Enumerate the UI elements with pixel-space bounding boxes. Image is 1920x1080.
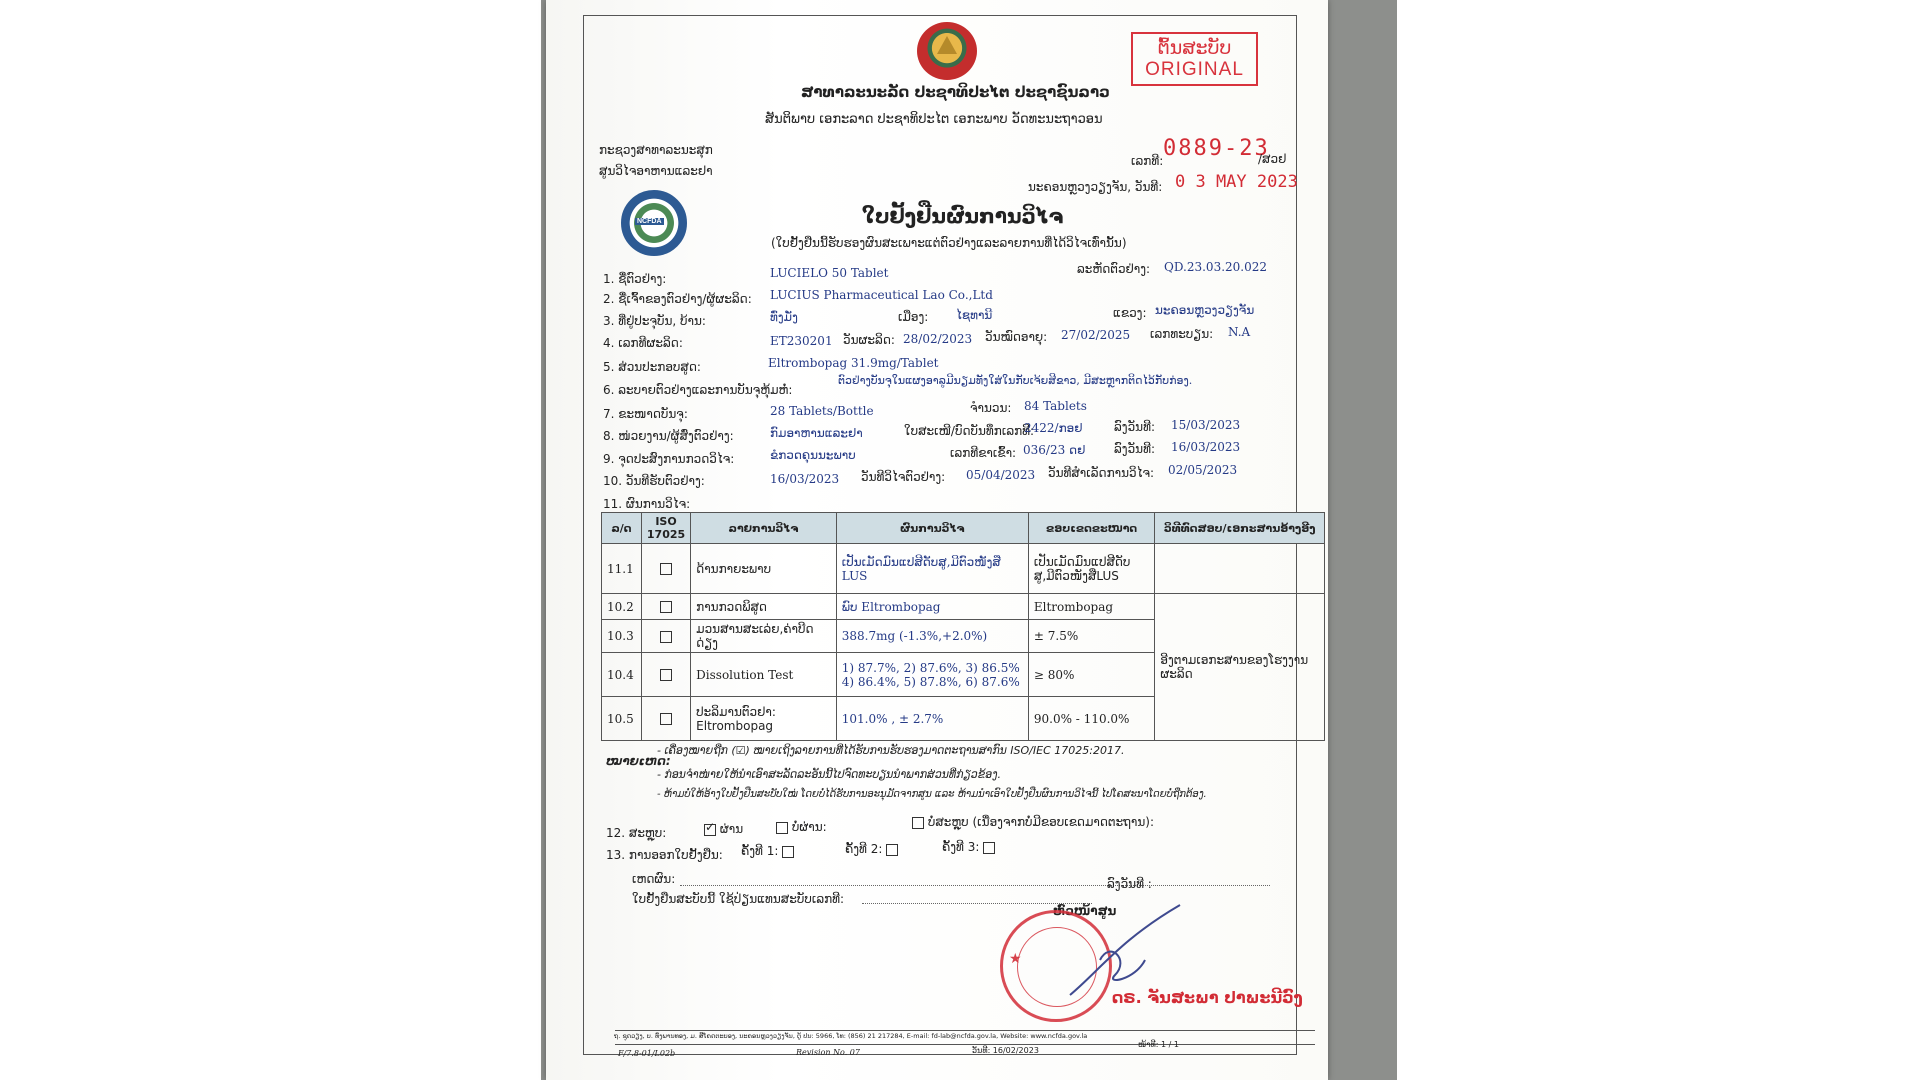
pass-checkbox	[704, 824, 716, 836]
footer-divider-2	[615, 1044, 1315, 1045]
packaging-value: ຕົວຢ່າງບັນຈຸໃນແຜງອາລູມີນຽມທັງໃສ່ໃນກັບເຈ້ຍສີຂາວ, ມີສະຫຼາກຕິດໄວ້ກັບກ່ອງ.	[838, 374, 1193, 387]
exp-date-value: 27/02/2025	[1061, 328, 1131, 342]
country-line: ສາທາລະນະລັດ ປະຊາທິປະໄຕ ປະຊາຊົນລາວ	[801, 83, 1110, 101]
batch-value: ET230201	[770, 334, 833, 348]
conclusion-inconclusive	[912, 815, 1154, 829]
footer-divider	[615, 1030, 1315, 1031]
center-name: ສູນວິໄຈອາຫານແລະຢາ	[599, 164, 713, 178]
reg-label: ເລກທະບຽນ:	[1150, 327, 1214, 341]
composition-label: 5. ສ່ວນປະກອບສູດ:	[603, 360, 701, 374]
fail-checkbox	[776, 822, 788, 834]
row-no: 11.1	[602, 544, 642, 594]
sample-name-value: LUCIELO 50 Tablet	[770, 266, 889, 280]
ministry-name: ກະຊວງສາທາລະນະສຸກ	[599, 143, 713, 157]
sample-code-label: ລະຫັດຕົວຢ່າງ:	[1077, 262, 1151, 276]
table-header-row	[602, 513, 1325, 544]
ncfda-logo-text: NCFDA	[637, 218, 662, 225]
sample-name-label: 1. ຊື່ຕົວຢ່າງ:	[603, 272, 667, 286]
sender-value: ກົມອາຫານແລະຢາ	[770, 426, 863, 440]
row-spec: Eltrombopag	[1028, 594, 1154, 620]
reason-line	[680, 872, 1270, 886]
sample-code-value: QD.23.03.20.022	[1164, 260, 1268, 274]
pack-size-label: 7. ຂະໜາດບັນຈຸ:	[603, 407, 688, 421]
row-item: ມວນສານສະເລ່ຍ,ຄ່າບີດດ່ຽງ	[691, 620, 837, 653]
row-item: ປະລິມານຕົວຢາ: Eltrombopag	[691, 697, 837, 741]
iso-checkbox	[660, 563, 672, 575]
purpose-label: 9. ຈຸດປະສົງການກວດວິໄຈ:	[603, 452, 735, 466]
issue-time-1	[741, 844, 794, 858]
row-item: Dissolution Test	[691, 653, 837, 697]
signature-title: ຫົວໜ້າສູນ	[1053, 904, 1117, 918]
signatory-name: ດຣ. ຈັນສະພາ ປາພະນີວົງ	[1112, 988, 1303, 1007]
row-result: 1) 87.7%, 2) 87.6%, 3) 86.5% 4) 86.4%, 5) 87.8%, 6) 87.6%	[836, 653, 1028, 697]
composition-value: Eltrombopag 31.9mg/Tablet	[768, 356, 939, 370]
form-code: F/7.8-01/L02b	[618, 1049, 676, 1058]
quantity-label: ຈຳນວນ:	[970, 401, 1012, 415]
issue-3-checkbox	[983, 842, 995, 854]
row-no: 10.5	[602, 697, 642, 741]
replace-line	[862, 890, 1092, 904]
sender-label: 8. ໜ່ວຍງານ/ຜູ້ສົ່ງຕົວຢ່າງ:	[603, 429, 734, 443]
row-result: 388.7mg (-1.3%,+2.0%)	[836, 620, 1028, 653]
purpose-value: ຂໍກວດຄຸນນະພາບ	[770, 448, 856, 462]
col-header-spec: ຂອບເຂດຂະໜາດ	[1028, 513, 1154, 544]
row-item: ການກວດພິສູດ	[691, 594, 837, 620]
mfg-date-value: 28/02/2023	[903, 332, 973, 346]
row-result: ເປັນເມັດມົນແປສີດັບສູ,ມີຕົວໜັງສື LUS	[836, 544, 1028, 594]
notes-label: ໝາຍເຫດ:	[606, 754, 671, 768]
row-no: 10.3	[602, 620, 642, 653]
footer-address: ຖ. ຊຸດວຽງ, ບ. ທົ່ງພານທອງ, ມ. ສີໂຄດຕະບອງ, ນະຄອນຫຼວງວຽງຈັນ, ຕູ້ ປນ: 5966, ໂທ: (856) 21 217284, E-mail: fd-lab@ncfda.gov.la, Website: www.ncfda.gov.la	[614, 1032, 1088, 1040]
received-date-value: 16/03/2023	[770, 472, 840, 486]
district-value: ໄຊທານີ	[956, 308, 993, 322]
col-header-item: ລາຍການວິໄຈ	[691, 513, 837, 544]
original-stamp	[1131, 32, 1258, 86]
row-no: 10.2	[602, 594, 642, 620]
province-label: ແຂວງ:	[1113, 306, 1147, 320]
col-header-result: ຜົນການວິໄຈ	[836, 513, 1028, 544]
inconclusive-label: ບໍ່ສະຫຼຸບ (ເນື່ອງຈາກບໍ່ມີຂອບເຂດມາດຕະຖານ):	[927, 815, 1155, 829]
row-no: 10.4	[602, 653, 642, 697]
results-table	[601, 512, 1325, 741]
issue-time-3	[942, 840, 995, 854]
doc-number-suffix: /ສວຢ	[1258, 152, 1287, 166]
issue-time-2	[845, 842, 898, 856]
row-spec: 90.0% - 110.0%	[1028, 697, 1154, 741]
receipt-value: 036/23 ດຢ	[1023, 443, 1086, 457]
dated-label: ລົງວັນທີ :	[1107, 877, 1152, 891]
document-title: ໃບຢັ້ງຢືນຜົນການວິໄຈ	[862, 204, 1064, 228]
page-number: ໜ້າທີ: 1 / 1	[1138, 1040, 1179, 1049]
request-date-label: ລົງວັນທີ:	[1114, 420, 1155, 434]
completion-date-value: 02/05/2023	[1168, 463, 1238, 477]
receipt-date-label: ລົງວັນທີ:	[1114, 442, 1155, 456]
method-reference: ອີງຕາມເອກະສານຂອງໂຮງງານຜະລິດ	[1155, 594, 1325, 741]
fail-label: ບໍ່ຜ່ານ:	[791, 820, 827, 834]
reason-label: ເຫດຜົນ:	[632, 872, 676, 886]
issue-label: 13. ການອອກໃບຢັ້ງຢືນ:	[606, 848, 723, 862]
issue-time-2-label: ຄັ້ງທີ 2:	[845, 842, 883, 856]
pack-size-value: 28 Tablets/Bottle	[770, 404, 874, 418]
iso-checkbox	[660, 601, 672, 613]
conclusion-label: 12. ສະຫຼຸບ:	[606, 826, 667, 840]
row-item: ດ້ານກາຍະພາບ	[691, 544, 837, 594]
effective-date: ວັນທີ: 16/02/2023	[972, 1046, 1039, 1055]
document-subtitle: (ໃບຢັ້ງຢືນນີ້ຮັບຮອງຜົນສະເພາະແຕ່ຕົວຢ່າງແລະລາຍການທີ່ໄດ້ວິໄຈເທົ່ານັ້ນ)	[771, 236, 1127, 250]
col-header-method: ວິທີທົດສອບ/ເອກະສານອ້າງອີງ	[1155, 513, 1325, 544]
inconclusive-checkbox	[912, 817, 924, 829]
packaging-label: 6. ລະບາຍຕົວຢ່າງແລະການບັນຈຸຫຸ້ມຫໍ່:	[603, 383, 793, 397]
note-3: - ຫ້າມບໍ່ໃຫ້ອ້າງໃບຢັ້ງຢືນສະບັບໃໝ່ ໂດຍບໍ່ໄດ້ຮັບການອະນຸມັດຈາກສູນ ແລະ ຫ້າມນຳເອົາໃບຢັ້ງຢືນຜົນການວິໄຈນີ້ ໄປໂຄສະນາໂດຍບໍ່ຖືກຕ້ອງ.	[657, 789, 1207, 800]
issue-1-checkbox	[782, 846, 794, 858]
replace-label: ໃບຢັ້ງຢືນສະບັບນີ້ ໃຊ້ປ່ຽນແທນສະບັບເລກທີ:	[632, 892, 845, 906]
receipt-label: ເລກທີຂາເຂົ້າ:	[950, 446, 1017, 460]
ncfda-logo	[621, 190, 687, 256]
stamp-en-text: ORIGINAL	[1145, 59, 1244, 80]
batch-label: 4. ເລກທີຜະລິດ:	[603, 336, 683, 350]
mfg-date-label: ວັນຜະລິດ:	[843, 333, 895, 347]
results-label: 11. ຜົນການວິໄຈ:	[603, 497, 691, 511]
stamp-lao-text: ຕົ້ນສະບັບ	[1157, 37, 1232, 59]
reg-value: N.A	[1228, 325, 1251, 339]
motto-line: ສັນຕິພາບ ເອກະລາດ ປະຊາທິປະໄຕ ເອກະພາບ ວັດທະນະຖາວອນ	[765, 112, 1103, 127]
province-value: ນະຄອນຫຼວງວຽງຈັນ	[1155, 303, 1255, 317]
row-spec: ± 7.5%	[1028, 620, 1154, 653]
issue-2-checkbox	[886, 844, 898, 856]
row-spec: ເປັນເມັດມົນແປສີດັບສູ,ມີຕົວໜັງສືLUS	[1028, 544, 1154, 594]
test-date-value: 05/04/2023	[966, 468, 1036, 482]
table-row	[602, 544, 1325, 594]
village-value: ທົ່ງມັ່ງ	[770, 310, 798, 324]
iso-checkbox	[660, 669, 672, 681]
test-date-label: ວັນທີວິໄຈຕົວຢ່າງ:	[861, 470, 946, 484]
conclusion-pass	[704, 822, 743, 836]
row-spec: ≥ 80%	[1028, 653, 1154, 697]
owner-value: LUCIUS Pharmaceutical Lao Co.,Ltd	[770, 288, 993, 302]
note-2: - ກ່ອນຈຳໜ່າຍໃຫ້ນຳເອົາສະລັດລະອັນນີ້ໄປຈົດທະບຽນນຳພາກສ່ວນທີ່ກ່ຽວຂ້ອງ.	[657, 768, 1001, 781]
address-label: 3. ທີ່ຢູ່ປະຈຸບັນ, ບ້ານ:	[603, 314, 706, 328]
iso-checkbox	[660, 631, 672, 643]
request-date-value: 15/03/2023	[1171, 418, 1241, 432]
col-header-iso: ISO 17025	[641, 513, 690, 544]
doc-number-label: ເລກທີ:	[1131, 154, 1164, 168]
receipt-date-value: 16/03/2023	[1171, 440, 1241, 454]
table-row	[602, 594, 1325, 620]
exp-date-label: ວັນໝົດອາຍຸ:	[985, 330, 1048, 344]
revision: Revision No. 07	[796, 1048, 860, 1057]
note-1: - ເຄື່ອງໝາຍຖືກ (☑) ໝາຍເຖິງລາຍການທີ່ໄດ້ຮັບການຮັບຮອງມາດຕະຖານສາກົນ ISO/IEC 17025:2017.	[657, 744, 1125, 757]
national-emblem-icon	[917, 22, 977, 80]
request-label: ໃບສະເໜີ/ບົດບັນທຶກເລກທີ:	[904, 424, 1035, 438]
doc-number: 0889-23	[1163, 136, 1270, 161]
row-result: 101.0% , ± 2.7%	[836, 697, 1028, 741]
issue-time-3-label: ຄັ້ງທີ 3:	[942, 840, 980, 854]
iso-checkbox	[660, 713, 672, 725]
issue-time-1-label: ຄັ້ງທີ 1:	[741, 844, 779, 858]
col-header-no: ລ/ດ	[602, 513, 642, 544]
district-label: ເມືອງ:	[898, 310, 929, 324]
request-value: 2422/ກອຢ	[1024, 421, 1083, 435]
quantity-value: 84 Tablets	[1024, 399, 1087, 413]
row-result: ພົບ Eltrombopag	[836, 594, 1028, 620]
pass-label: ຜ່ານ	[719, 822, 744, 836]
owner-label: 2. ຊື່ເຈົ້າຂອງຕົວຢ່າງ/ຜູ້ຜະລິດ:	[603, 292, 752, 306]
conclusion-fail	[776, 820, 827, 834]
issue-date: 0 3 MAY 2023	[1175, 172, 1298, 192]
issue-date-label: ນະຄອນຫຼວງວຽງຈັນ, ວັນທີ:	[1028, 180, 1163, 194]
completion-date-label: ວັນທີສຳເລັດການວິໄຈ:	[1048, 466, 1155, 480]
received-date-label: 10. ວັນທີຮັບຕົວຢ່າງ:	[603, 474, 705, 488]
